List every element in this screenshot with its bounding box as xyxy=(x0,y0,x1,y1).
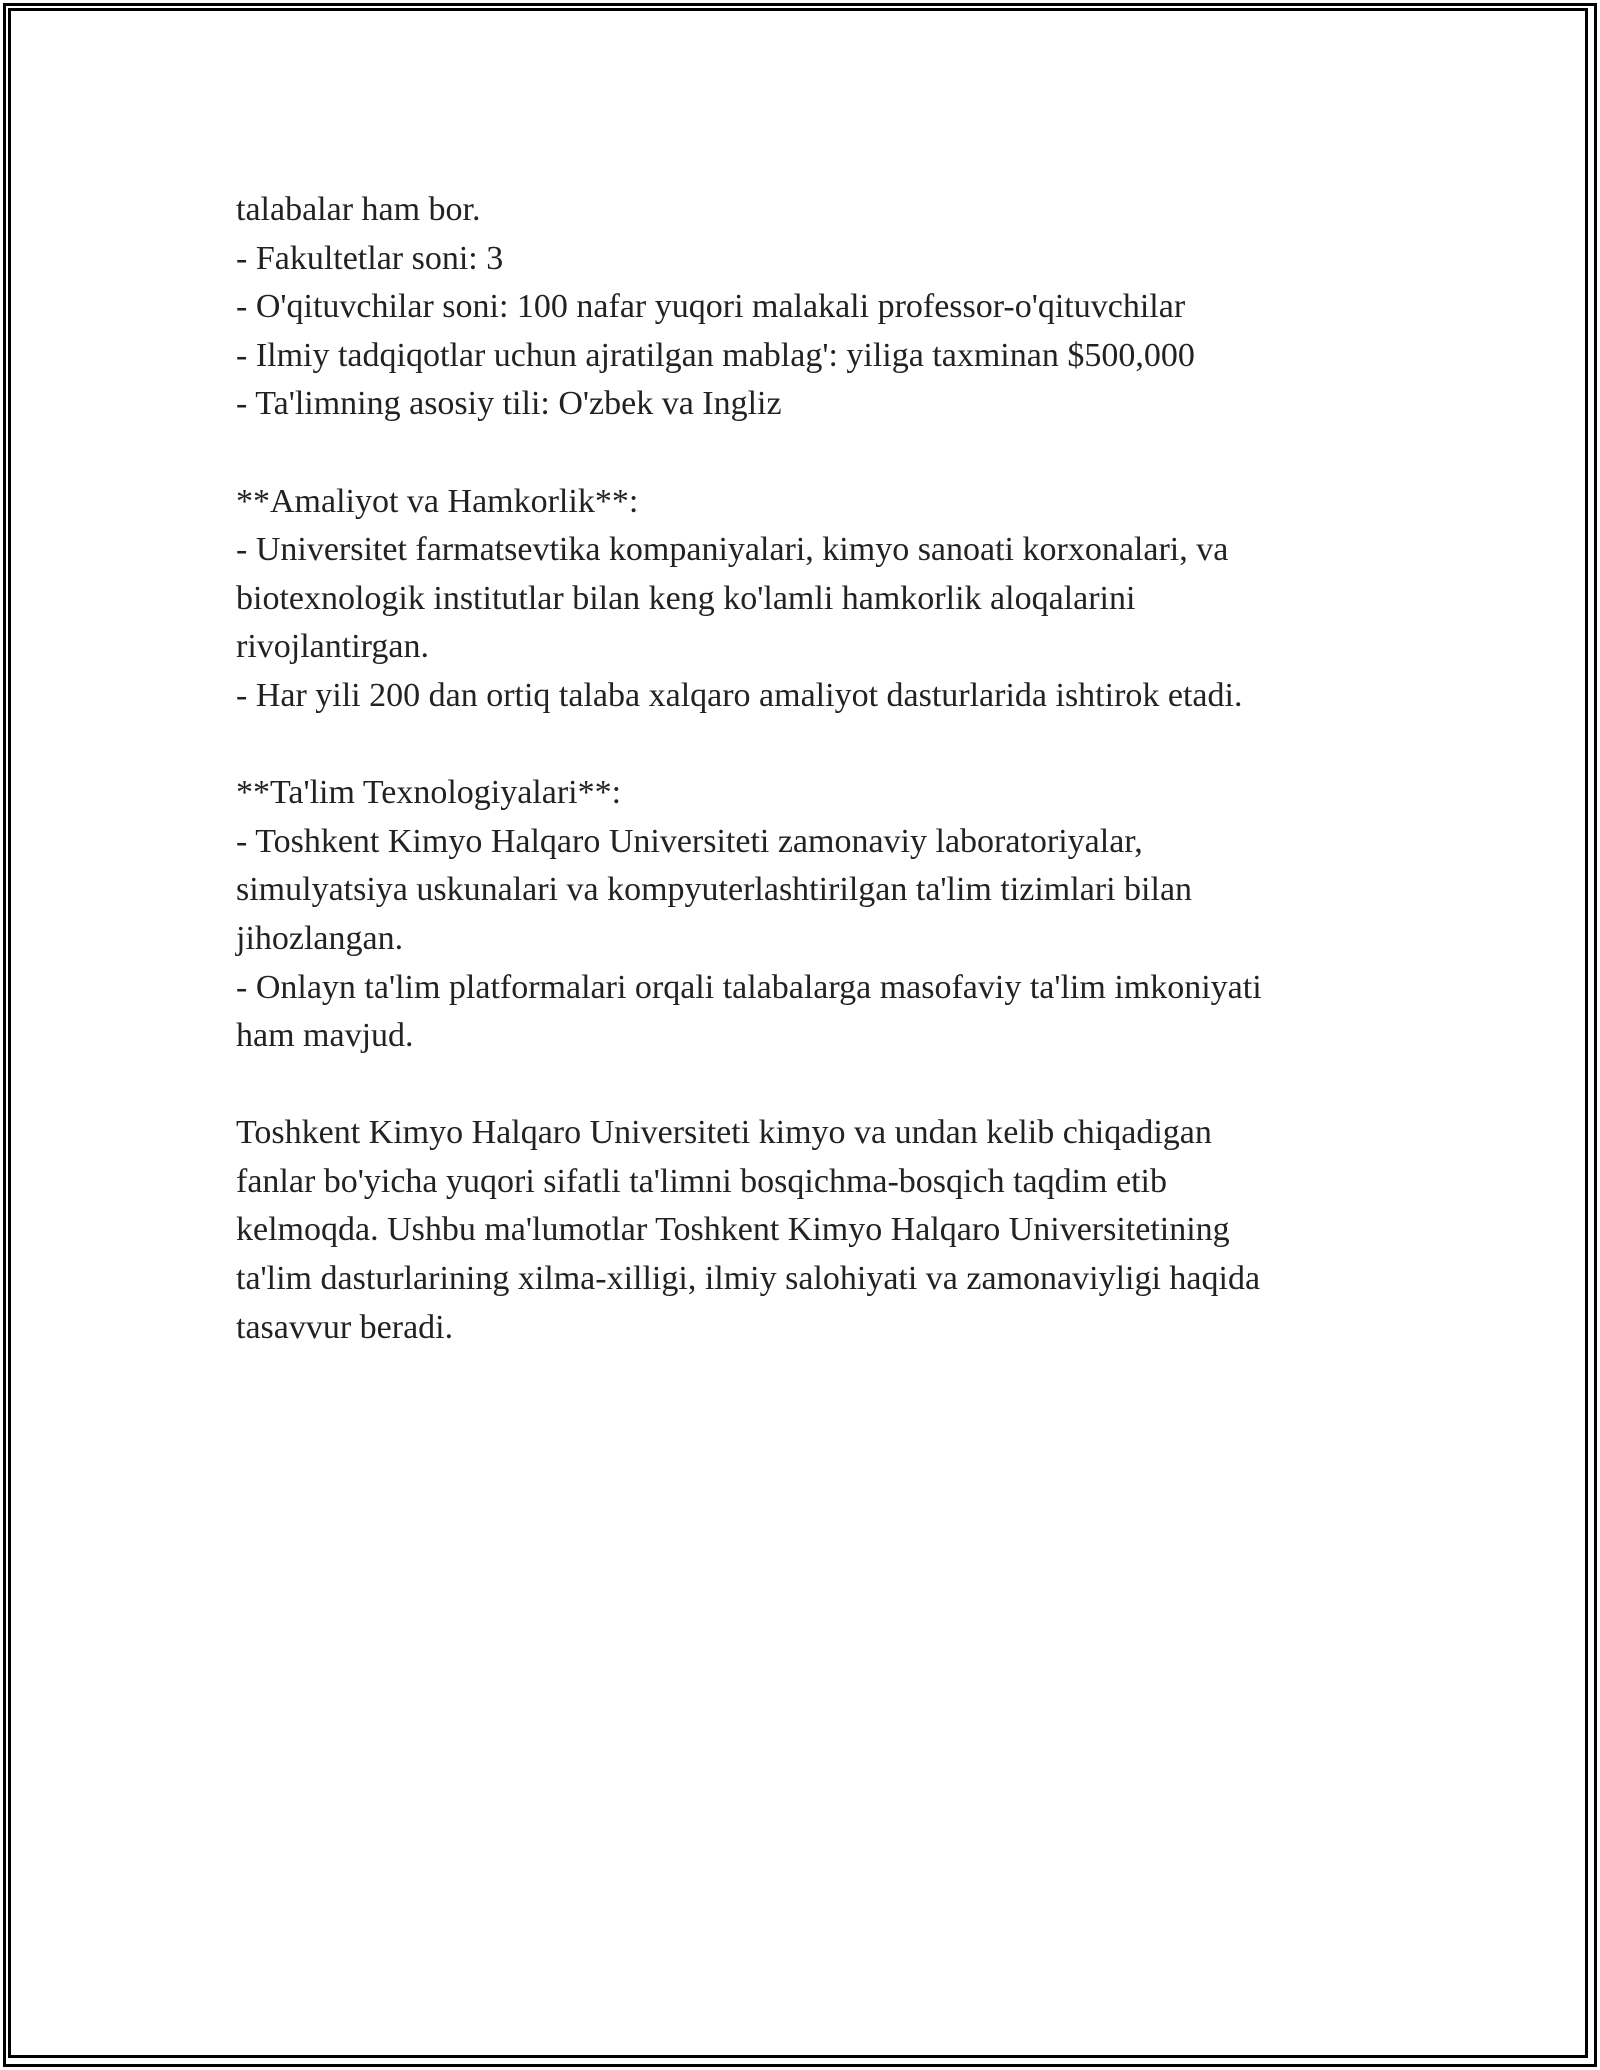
intro-tail-text: talabalar ham bor. xyxy=(236,191,481,228)
paragraph-spacer xyxy=(236,429,1366,478)
practice-line: rivojlantirgan. xyxy=(236,628,429,666)
paragraph-spacer xyxy=(236,1061,1366,1110)
document-body xyxy=(236,186,1366,1352)
stat-item: - Fakultetlar soni: 3 xyxy=(236,239,504,277)
stat-item: - O'qituvchilar soni: 100 nafar yuqori malakali professor-o'qituvchilar xyxy=(236,288,1186,326)
practice-heading: **Amaliyot va Hamkorlik**: xyxy=(236,482,639,520)
technology-heading: **Ta'lim Texnologiyalari**: xyxy=(236,774,622,812)
stat-item: - Ta'limning asosiy tili: O'zbek va Ingliz xyxy=(236,385,782,423)
technology-line: jihozlangan. xyxy=(236,919,404,957)
conclusion-line: fanlar bo'yicha yuqori sifatli ta'limni bosqichma-bosqich taqdim etib xyxy=(236,1162,1167,1200)
conclusion-line: kelmoqda. Ushbu ma'lumotlar Toshkent Kimyo Halqaro Universitetining xyxy=(236,1211,1230,1249)
paragraph-spacer xyxy=(236,721,1366,770)
technology-line: - Toshkent Kimyo Halqaro Universiteti zamonaviy laboratoriyalar, xyxy=(236,822,1143,860)
conclusion-line: tasavvur beradi. xyxy=(236,1308,454,1346)
conclusion-paragraph xyxy=(236,1109,1366,1352)
technology-line: ham mavjud. xyxy=(236,1017,414,1055)
practice-line: - Har yili 200 dan ortiq talaba xalqaro amaliyot dasturlarida ishtirok etadi. xyxy=(236,676,1243,714)
technology-line: - Onlayn ta'lim platformalari orqali talabalarga masofaviy ta'lim imkoniyati xyxy=(236,968,1262,1006)
practice-line: - Universitet farmatsevtika kompaniyalari, kimyo sanoati korxonalari, va xyxy=(236,531,1229,569)
practice-section xyxy=(236,478,1366,721)
practice-line: biotexnologik institutlar bilan keng ko'lamli hamkorlik aloqalarini xyxy=(236,579,1136,617)
technology-section xyxy=(236,769,1366,1061)
stats-list xyxy=(236,235,1366,429)
technology-line: simulyatsiya uskunalari va kompyuterlashtirilgan ta'lim tizimlari bilan xyxy=(236,871,1193,909)
conclusion-line: Toshkent Kimyo Halqaro Universiteti kimyo va undan kelib chiqadigan xyxy=(236,1114,1212,1152)
stat-item: - Ilmiy tadqiqotlar uchun ajratilgan mablag': yiliga taxminan $500,000 xyxy=(236,336,1195,374)
conclusion-line: ta'lim dasturlarining xilma-xilligi, ilmiy salohiyati va zamonaviyligi haqida xyxy=(236,1260,1261,1298)
